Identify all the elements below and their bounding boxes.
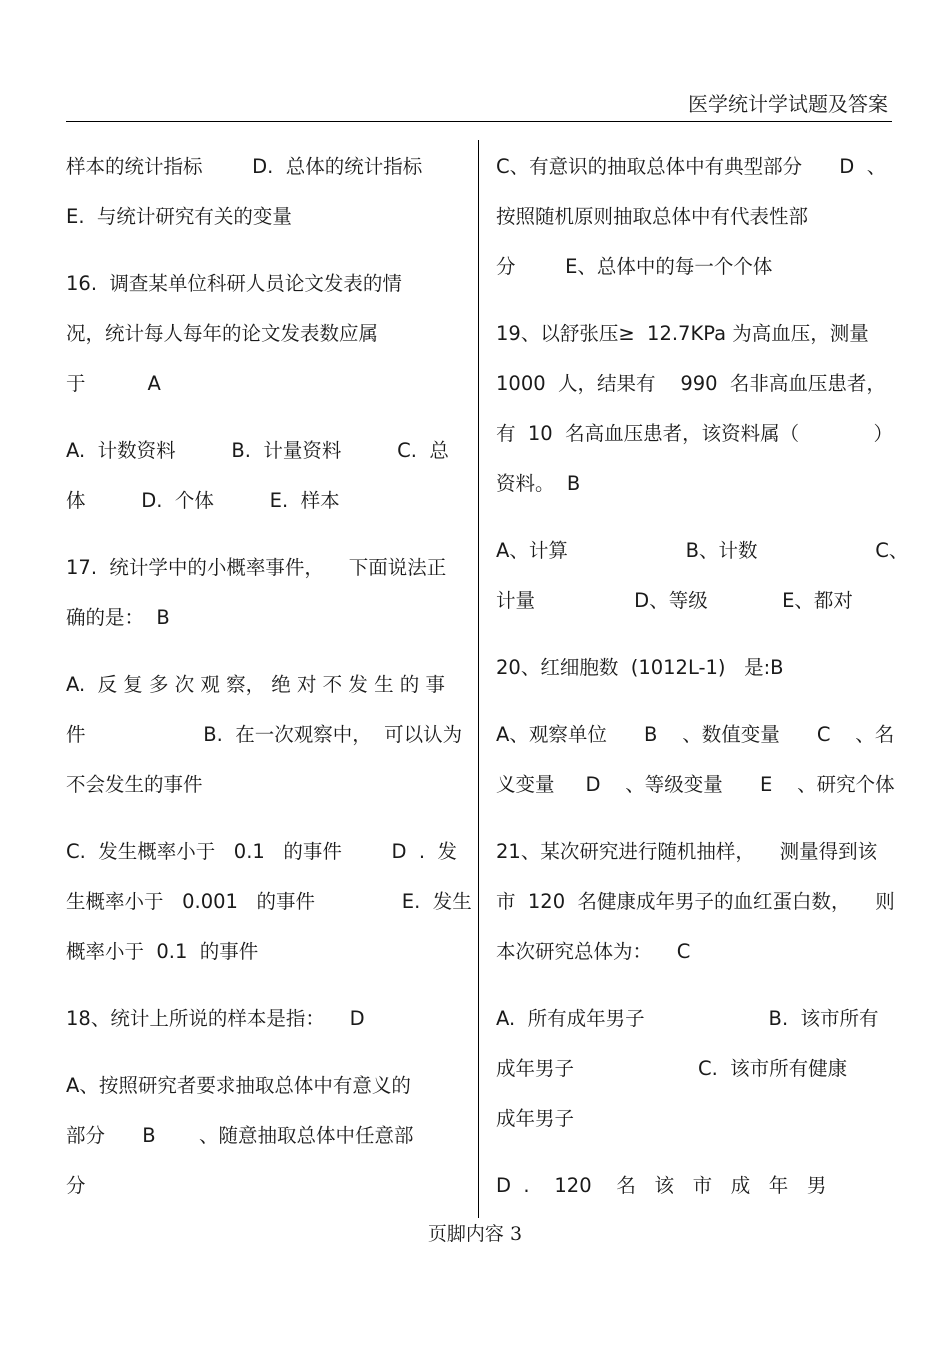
question-block bbox=[66, 660, 462, 810]
text-line: 件 B. 在一次观察中， 可以认为 bbox=[66, 723, 463, 746]
text-line: 按照随机原则抽取总体中有代表性部 bbox=[496, 205, 809, 228]
text-line: 分 bbox=[66, 1174, 86, 1197]
text-line: 生概率小于 0.001 的事件 E. 发生 bbox=[66, 890, 472, 913]
text-line: 本次研究总体为： C bbox=[496, 940, 691, 963]
text-line: 不会发生的事件 bbox=[66, 773, 203, 796]
text-line: 概率小于 0.1 的事件 bbox=[66, 940, 259, 963]
question-block bbox=[496, 142, 892, 292]
column-divider bbox=[478, 140, 479, 1218]
right-column bbox=[496, 142, 909, 1228]
question-block bbox=[66, 994, 462, 1044]
question-block bbox=[496, 309, 892, 509]
text-line: 况，统计每人每年的论文发表数应属 bbox=[66, 322, 379, 345]
question-block bbox=[66, 426, 462, 526]
question-block bbox=[66, 543, 462, 643]
question-block bbox=[66, 1061, 462, 1211]
text-line: A、计算 B、计数 C、 bbox=[496, 539, 909, 562]
question-block bbox=[496, 1161, 892, 1211]
text-line: D . 120 名 该 市 成 年 男 bbox=[496, 1174, 827, 1197]
text-line: 成年男子 C. 该市所有健康 bbox=[496, 1057, 848, 1080]
question-block bbox=[496, 643, 892, 693]
text-line: 于 A bbox=[66, 372, 161, 395]
text-line: 资料。 B bbox=[496, 472, 581, 495]
page-footer: 页脚内容 3 bbox=[427, 1223, 523, 1245]
text-line: 20、红细胞数 (1012L-1) 是:B bbox=[496, 656, 784, 679]
text-line: 义变量 D 、等级变量 E 、研究个体 bbox=[496, 773, 895, 796]
text-line: A. 计数资料 B. 计量资料 C. 总 bbox=[66, 439, 449, 462]
text-line: 18、统计上所说的样本是指： D bbox=[66, 1007, 365, 1030]
text-line: E. 与统计研究有关的变量 bbox=[66, 205, 292, 228]
left-column bbox=[66, 142, 472, 1228]
text-line: 确的是： B bbox=[66, 606, 170, 629]
question-block bbox=[66, 827, 472, 977]
text-line: C. 发生概率小于 0.1 的事件 D . 发 bbox=[66, 840, 458, 863]
text-line: 17. 统计学中的小概率事件， 下面说法正 bbox=[66, 556, 447, 579]
text-line: 19、以舒张压≥ 12.7KPa 为高血压，测量 bbox=[496, 322, 869, 345]
text-line: 1000 人，结果有 990 名非高血压患者， bbox=[496, 372, 886, 395]
text-line: A. 所有成年男子 B. 该市所有 bbox=[496, 1007, 879, 1030]
text-line: 分 E、总体中的每一个个体 bbox=[496, 255, 773, 278]
question-block bbox=[496, 710, 895, 810]
question-block bbox=[496, 827, 895, 977]
text-line: 市 120 名健康成年男子的血红蛋白数， 则 bbox=[496, 890, 895, 913]
text-line: 体 D. 个体 E. 样本 bbox=[66, 489, 340, 512]
text-line: 21、某次研究进行随机抽样， 测量得到该 bbox=[496, 840, 878, 863]
text-line: 样本的统计指标 D. 总体的统计指标 bbox=[66, 155, 423, 178]
page-header-title: 医学统计学试题及答案 bbox=[688, 92, 888, 116]
text-line: 成年男子 bbox=[496, 1107, 575, 1130]
text-line: A、按照研究者要求抽取总体中有意义的 bbox=[66, 1074, 411, 1097]
question-block bbox=[66, 142, 462, 242]
text-line: A. 反 复 多 次 观 察， 绝 对 不 发 生 的 事 bbox=[66, 673, 445, 696]
question-block bbox=[66, 259, 462, 409]
text-line: 16. 调查某单位科研人员论文发表的情 bbox=[66, 272, 402, 295]
text-line: A、观察单位 B 、数值变量 C 、名 bbox=[496, 723, 895, 746]
question-block bbox=[496, 526, 909, 626]
header-rule bbox=[66, 121, 892, 122]
text-line: 有 10 名高血压患者，该资料属（ ） bbox=[496, 422, 893, 445]
text-line: 部分 B 、随意抽取总体中任意部 bbox=[66, 1124, 414, 1147]
text-line: 计量 D、等级 E、都对 bbox=[496, 589, 853, 612]
question-block bbox=[496, 994, 892, 1144]
text-line: C、有意识的抽取总体中有典型部分 D 、 bbox=[496, 155, 887, 178]
